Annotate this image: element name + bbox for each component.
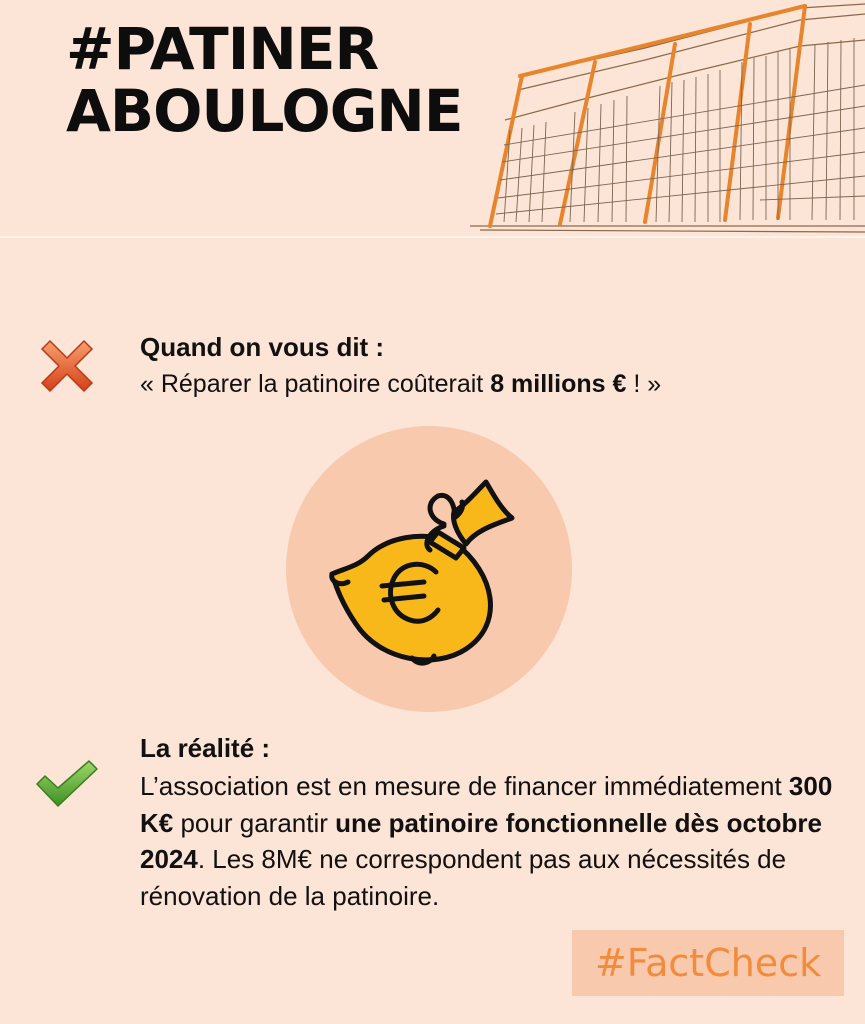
claim-text-start: « Réparer la patinoire coûterait	[140, 370, 491, 398]
claim-text	[140, 370, 661, 399]
reality-text-part-1: L’association est en mesure de financer immédiatement	[140, 771, 789, 801]
red-cross-icon	[38, 337, 96, 395]
header-divider	[0, 236, 865, 238]
claim-heading: Quand on vous dit :	[140, 332, 385, 362]
claim-text-end: ! »	[626, 370, 662, 398]
title-line-1: #PATINER	[66, 15, 379, 83]
claim-amount: 8 millions €	[490, 370, 627, 398]
reality-heading: La réalité :	[140, 733, 271, 763]
factcheck-tag: #FactCheck	[572, 930, 844, 996]
reality-text-part-3: . Les 8M€ ne correspondent pas aux nécessités de rénovation de la patinoire.	[140, 844, 787, 911]
reality-text	[140, 768, 840, 914]
campaign-title	[66, 15, 463, 145]
ice-rink-building-sketch	[460, 0, 865, 236]
title-line-2: ABOULOGNE	[66, 77, 463, 145]
reality-text-part-2: pour garantir	[173, 807, 336, 838]
reality-amount: 300 K€	[140, 771, 833, 838]
money-bag-euro-icon	[326, 474, 526, 674]
reality-highlight: une patinoire fonctionnelle dès octobre 2024	[140, 807, 822, 874]
green-check-icon	[34, 758, 100, 810]
